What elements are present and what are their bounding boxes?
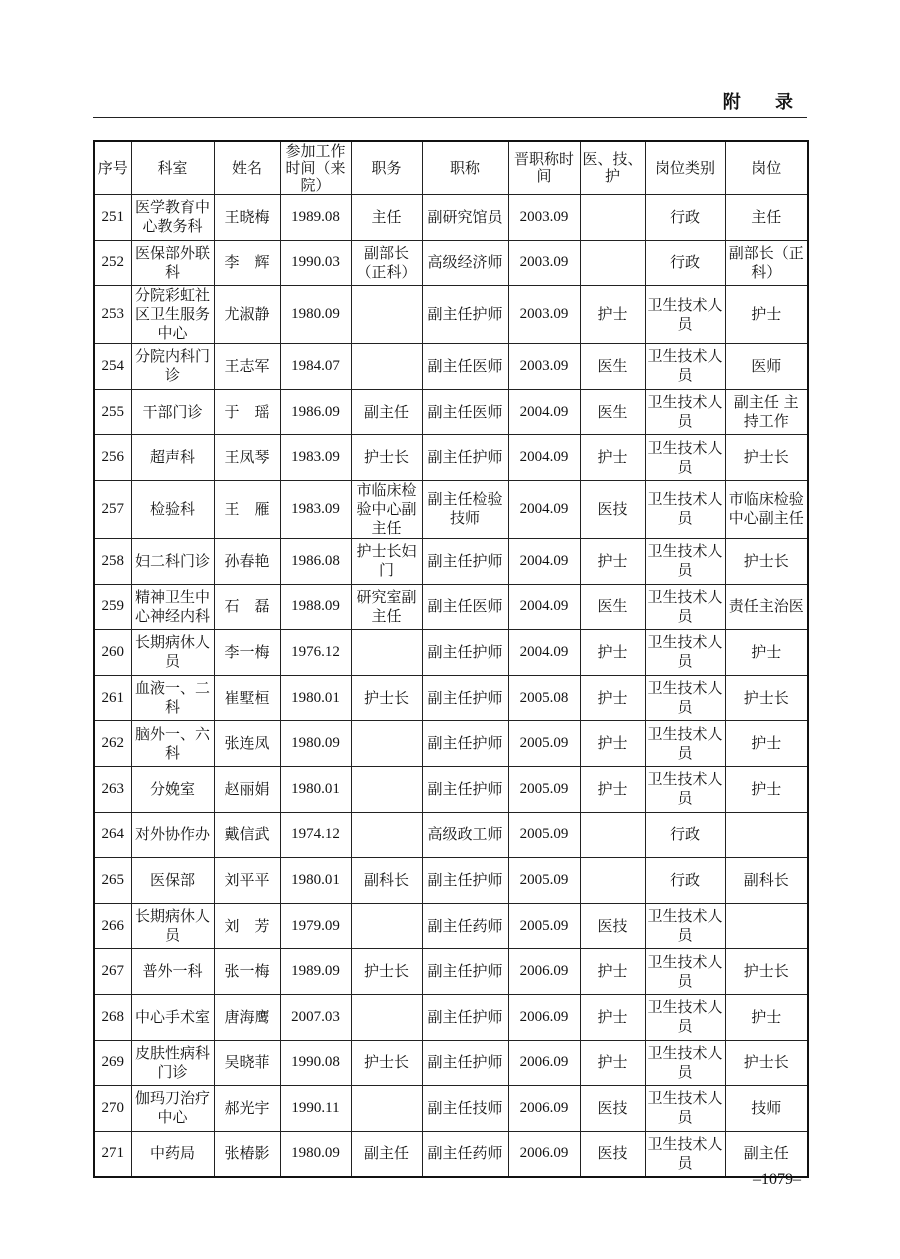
column-header: 岗位 [725, 141, 808, 195]
department-cell: 医学教育中心教务科 [131, 195, 214, 241]
promotion-date-cell: 2005.09 [508, 721, 580, 767]
name-cell: 尤淑静 [214, 286, 280, 344]
title-cell: 副研究馆员 [422, 195, 508, 241]
promotion-date-cell: 2006.09 [508, 1040, 580, 1086]
title-cell: 副主任护师 [422, 630, 508, 676]
department-cell: 干部门诊 [131, 389, 214, 435]
serial-cell: 263 [94, 766, 131, 812]
position-cell: 护士长 [725, 435, 808, 481]
position-type-cell: 卫生技术人员 [645, 766, 725, 812]
department-cell: 医保部 [131, 858, 214, 904]
position-type-cell: 卫生技术人员 [645, 344, 725, 390]
table-row [94, 949, 808, 995]
category-cell: 护士 [580, 435, 645, 481]
serial-cell: 268 [94, 994, 131, 1040]
serial-cell: 253 [94, 286, 131, 344]
position-cell: 护士长 [725, 538, 808, 584]
category-cell: 医生 [580, 344, 645, 390]
title-cell: 副主任医师 [422, 389, 508, 435]
start-date-cell: 1983.09 [280, 480, 351, 538]
promotion-date-cell: 2003.09 [508, 195, 580, 241]
start-date-cell: 1986.08 [280, 538, 351, 584]
position-cell: 副科长 [725, 858, 808, 904]
category-cell: 护士 [580, 630, 645, 676]
serial-cell: 259 [94, 584, 131, 630]
category-cell [580, 812, 645, 858]
position-type-cell: 卫生技术人员 [645, 538, 725, 584]
position-type-cell: 卫生技术人员 [645, 480, 725, 538]
position-cell: 技师 [725, 1086, 808, 1132]
name-cell: 赵丽娟 [214, 766, 280, 812]
category-cell: 医技 [580, 903, 645, 949]
title-cell: 副主任护师 [422, 721, 508, 767]
start-date-cell: 1990.08 [280, 1040, 351, 1086]
title-cell: 副主任护师 [422, 435, 508, 481]
post-cell: 护士长 [351, 1040, 422, 1086]
name-cell: 王凤琴 [214, 435, 280, 481]
title-cell: 副主任医师 [422, 344, 508, 390]
start-date-cell: 1990.03 [280, 240, 351, 286]
position-cell: 副主任 主持工作 [725, 389, 808, 435]
position-cell: 护士 [725, 630, 808, 676]
serial-cell: 269 [94, 1040, 131, 1086]
table-row [94, 766, 808, 812]
promotion-date-cell: 2006.09 [508, 1131, 580, 1177]
post-cell: 副主任 [351, 1131, 422, 1177]
post-cell [351, 766, 422, 812]
name-cell: 张一梅 [214, 949, 280, 995]
column-header: 职称 [422, 141, 508, 195]
table-row [94, 1040, 808, 1086]
department-cell: 中药局 [131, 1131, 214, 1177]
post-cell: 护士长 [351, 675, 422, 721]
position-type-cell: 卫生技术人员 [645, 1040, 725, 1086]
category-cell: 护士 [580, 766, 645, 812]
position-type-cell: 行政 [645, 195, 725, 241]
position-cell: 护士 [725, 286, 808, 344]
serial-cell: 260 [94, 630, 131, 676]
title-cell: 高级政工师 [422, 812, 508, 858]
department-cell: 检验科 [131, 480, 214, 538]
name-cell: 李 辉 [214, 240, 280, 286]
category-cell: 医技 [580, 1086, 645, 1132]
post-cell: 副主任 [351, 389, 422, 435]
table-body [94, 195, 808, 1178]
name-cell: 郝光宇 [214, 1086, 280, 1132]
serial-cell: 266 [94, 903, 131, 949]
table-row [94, 630, 808, 676]
column-header: 序号 [94, 141, 131, 195]
table-row [94, 480, 808, 538]
name-cell: 刘平平 [214, 858, 280, 904]
name-cell: 石 磊 [214, 584, 280, 630]
category-cell: 医技 [580, 1131, 645, 1177]
serial-cell: 270 [94, 1086, 131, 1132]
post-cell: 护士长妇门 [351, 538, 422, 584]
start-date-cell: 1979.09 [280, 903, 351, 949]
position-cell: 市临床检验中心副主任 [725, 480, 808, 538]
post-cell [351, 812, 422, 858]
post-cell: 研究室副主任 [351, 584, 422, 630]
title-cell: 副主任护师 [422, 994, 508, 1040]
position-type-cell: 卫生技术人员 [645, 435, 725, 481]
serial-cell: 265 [94, 858, 131, 904]
title-cell: 副主任护师 [422, 286, 508, 344]
table-row [94, 538, 808, 584]
promotion-date-cell: 2005.09 [508, 903, 580, 949]
promotion-date-cell: 2004.09 [508, 435, 580, 481]
start-date-cell: 1990.11 [280, 1086, 351, 1132]
start-date-cell: 1980.01 [280, 675, 351, 721]
name-cell: 崔墅桓 [214, 675, 280, 721]
category-cell: 护士 [580, 538, 645, 584]
position-cell: 主任 [725, 195, 808, 241]
table-row [94, 584, 808, 630]
column-header: 职务 [351, 141, 422, 195]
title-cell: 副主任护师 [422, 1040, 508, 1086]
serial-cell: 264 [94, 812, 131, 858]
promotion-date-cell: 2004.09 [508, 480, 580, 538]
promotion-date-cell: 2004.09 [508, 630, 580, 676]
name-cell: 吴晓菲 [214, 1040, 280, 1086]
serial-cell: 257 [94, 480, 131, 538]
title-cell: 副主任药师 [422, 1131, 508, 1177]
position-cell [725, 903, 808, 949]
department-cell: 医保部外联科 [131, 240, 214, 286]
serial-cell: 262 [94, 721, 131, 767]
promotion-date-cell: 2004.09 [508, 584, 580, 630]
position-type-cell: 卫生技术人员 [645, 949, 725, 995]
title-cell: 副主任医师 [422, 584, 508, 630]
position-cell: 责任主治医 [725, 584, 808, 630]
position-cell: 护士 [725, 721, 808, 767]
table-row [94, 344, 808, 390]
post-cell [351, 344, 422, 390]
table-row [94, 435, 808, 481]
promotion-date-cell: 2004.09 [508, 389, 580, 435]
category-cell: 医技 [580, 480, 645, 538]
column-header: 姓名 [214, 141, 280, 195]
post-cell: 副部长（正科） [351, 240, 422, 286]
department-cell: 超声科 [131, 435, 214, 481]
start-date-cell: 1980.09 [280, 286, 351, 344]
department-cell: 妇二科门诊 [131, 538, 214, 584]
category-cell: 护士 [580, 721, 645, 767]
title-cell: 副主任护师 [422, 766, 508, 812]
position-type-cell: 卫生技术人员 [645, 721, 725, 767]
post-cell [351, 1086, 422, 1132]
position-type-cell: 卫生技术人员 [645, 994, 725, 1040]
page-number: –1079– [753, 1171, 801, 1188]
post-cell: 护士长 [351, 949, 422, 995]
promotion-date-cell: 2005.09 [508, 858, 580, 904]
table-row [94, 195, 808, 241]
position-cell: 副部长（正科） [725, 240, 808, 286]
promotion-date-cell: 2004.09 [508, 538, 580, 584]
category-cell: 医生 [580, 584, 645, 630]
position-cell: 护士长 [725, 675, 808, 721]
serial-cell: 254 [94, 344, 131, 390]
category-cell [580, 858, 645, 904]
title-cell: 副主任药师 [422, 903, 508, 949]
promotion-date-cell: 2003.09 [508, 240, 580, 286]
name-cell: 孙春艳 [214, 538, 280, 584]
position-type-cell: 卫生技术人员 [645, 903, 725, 949]
start-date-cell: 1983.09 [280, 435, 351, 481]
position-type-cell: 卫生技术人员 [645, 1131, 725, 1177]
running-head-title: 附 录 [722, 92, 807, 113]
table-row [94, 903, 808, 949]
post-cell [351, 903, 422, 949]
position-cell: 副主任 [725, 1131, 808, 1177]
department-cell: 精神卫生中心神经内科 [131, 584, 214, 630]
position-cell: 护士长 [725, 1040, 808, 1086]
serial-cell: 256 [94, 435, 131, 481]
position-cell: 护士 [725, 766, 808, 812]
start-date-cell: 1974.12 [280, 812, 351, 858]
position-type-cell: 行政 [645, 812, 725, 858]
table-row [94, 858, 808, 904]
promotion-date-cell: 2006.09 [508, 949, 580, 995]
table-row [94, 675, 808, 721]
post-cell: 副科长 [351, 858, 422, 904]
position-cell [725, 812, 808, 858]
table-row [94, 1131, 808, 1177]
name-cell: 于 瑶 [214, 389, 280, 435]
department-cell: 对外协作办 [131, 812, 214, 858]
position-type-cell: 卫生技术人员 [645, 389, 725, 435]
name-cell: 李一梅 [214, 630, 280, 676]
department-cell: 分院内科门诊 [131, 344, 214, 390]
start-date-cell: 1980.01 [280, 766, 351, 812]
serial-cell: 261 [94, 675, 131, 721]
department-cell: 普外一科 [131, 949, 214, 995]
start-date-cell: 1980.09 [280, 1131, 351, 1177]
promotion-date-cell: 2003.09 [508, 286, 580, 344]
column-header: 晋职称时间 [508, 141, 580, 195]
name-cell: 唐海鹰 [214, 994, 280, 1040]
position-cell: 护士长 [725, 949, 808, 995]
column-header: 科室 [131, 141, 214, 195]
position-cell: 医师 [725, 344, 808, 390]
name-cell: 王晓梅 [214, 195, 280, 241]
title-cell: 副主任检验技师 [422, 480, 508, 538]
title-cell: 副主任护师 [422, 858, 508, 904]
table-row [94, 286, 808, 344]
serial-cell: 255 [94, 389, 131, 435]
table-row [94, 721, 808, 767]
name-cell: 王 雁 [214, 480, 280, 538]
category-cell: 护士 [580, 949, 645, 995]
start-date-cell: 1976.12 [280, 630, 351, 676]
name-cell: 刘 芳 [214, 903, 280, 949]
department-cell: 伽玛刀治疗中心 [131, 1086, 214, 1132]
promotion-date-cell: 2006.09 [508, 994, 580, 1040]
table-row [94, 994, 808, 1040]
promotion-date-cell: 2006.09 [508, 1086, 580, 1132]
title-cell: 副主任护师 [422, 538, 508, 584]
department-cell: 脑外一、六科 [131, 721, 214, 767]
post-cell [351, 286, 422, 344]
header-rule [93, 117, 807, 118]
name-cell: 王志军 [214, 344, 280, 390]
promotion-date-cell: 2005.09 [508, 812, 580, 858]
department-cell: 血液一、二科 [131, 675, 214, 721]
department-cell: 中心手术室 [131, 994, 214, 1040]
department-cell: 长期病休人员 [131, 903, 214, 949]
position-type-cell: 卫生技术人员 [645, 630, 725, 676]
department-cell: 分院彩虹社区卫生服务中心 [131, 286, 214, 344]
position-cell: 护士 [725, 994, 808, 1040]
start-date-cell: 2007.03 [280, 994, 351, 1040]
start-date-cell: 1989.08 [280, 195, 351, 241]
start-date-cell: 1980.01 [280, 858, 351, 904]
name-cell: 戴信武 [214, 812, 280, 858]
post-cell: 护士长 [351, 435, 422, 481]
column-header: 岗位类别 [645, 141, 725, 195]
title-cell: 高级经济师 [422, 240, 508, 286]
department-cell: 长期病休人员 [131, 630, 214, 676]
position-type-cell: 行政 [645, 858, 725, 904]
category-cell: 护士 [580, 994, 645, 1040]
start-date-cell: 1984.07 [280, 344, 351, 390]
table-row [94, 812, 808, 858]
name-cell: 张连凤 [214, 721, 280, 767]
title-cell: 副主任护师 [422, 949, 508, 995]
column-header: 医、技、护 [580, 141, 645, 195]
post-cell: 主任 [351, 195, 422, 241]
department-cell: 分娩室 [131, 766, 214, 812]
category-cell: 医生 [580, 389, 645, 435]
position-type-cell: 卫生技术人员 [645, 286, 725, 344]
serial-cell: 258 [94, 538, 131, 584]
table-row [94, 389, 808, 435]
start-date-cell: 1980.09 [280, 721, 351, 767]
category-cell [580, 195, 645, 241]
staff-roster-table [93, 140, 809, 1178]
table-row [94, 1086, 808, 1132]
post-cell: 市临床检验中心副主任 [351, 480, 422, 538]
start-date-cell: 1989.09 [280, 949, 351, 995]
category-cell: 护士 [580, 286, 645, 344]
name-cell: 张椿影 [214, 1131, 280, 1177]
category-cell: 护士 [580, 675, 645, 721]
table-header-row [94, 141, 808, 195]
serial-cell: 267 [94, 949, 131, 995]
serial-cell: 251 [94, 195, 131, 241]
position-type-cell: 卫生技术人员 [645, 675, 725, 721]
promotion-date-cell: 2005.09 [508, 766, 580, 812]
post-cell [351, 994, 422, 1040]
title-cell: 副主任护师 [422, 675, 508, 721]
title-cell: 副主任技师 [422, 1086, 508, 1132]
column-header: 参加工作时间（来院） [280, 141, 351, 195]
start-date-cell: 1988.09 [280, 584, 351, 630]
promotion-date-cell: 2003.09 [508, 344, 580, 390]
serial-cell: 252 [94, 240, 131, 286]
category-cell [580, 240, 645, 286]
department-cell: 皮肤性病科门诊 [131, 1040, 214, 1086]
promotion-date-cell: 2005.08 [508, 675, 580, 721]
serial-cell: 271 [94, 1131, 131, 1177]
position-type-cell: 行政 [645, 240, 725, 286]
start-date-cell: 1986.09 [280, 389, 351, 435]
position-type-cell: 卫生技术人员 [645, 1086, 725, 1132]
table-row [94, 240, 808, 286]
category-cell: 护士 [580, 1040, 645, 1086]
post-cell [351, 630, 422, 676]
position-type-cell: 卫生技术人员 [645, 584, 725, 630]
post-cell [351, 721, 422, 767]
